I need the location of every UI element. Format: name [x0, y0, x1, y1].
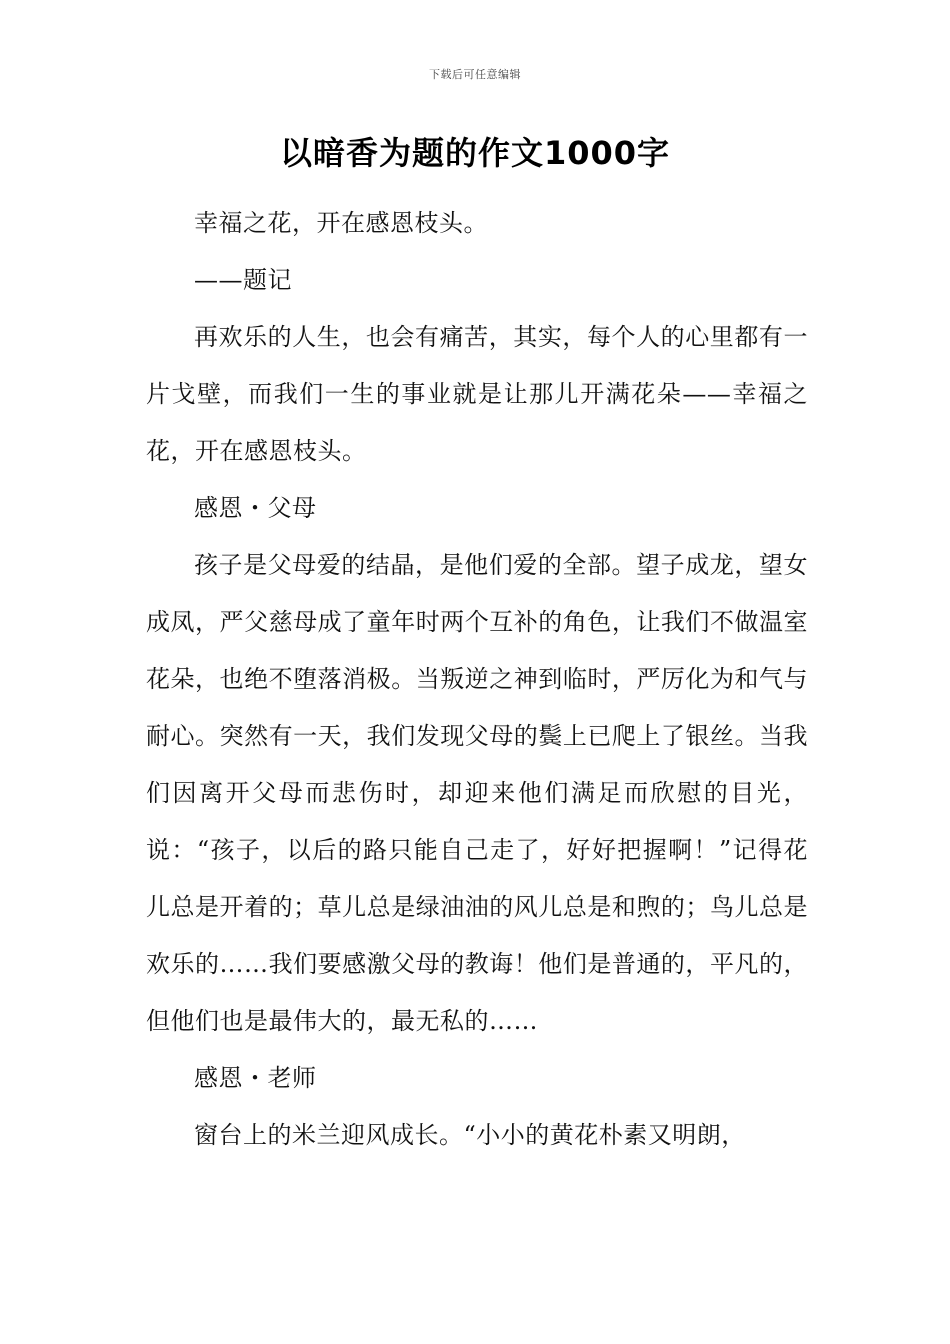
paragraph-intro: 再欢乐的人生，也会有痛苦，其实，每个人的心里都有一片戈壁，而我们一生的事业就是让那儿开满花朵——幸福之花，开在感恩枝头。	[146, 323, 808, 465]
paragraph-teacher: 窗台上的米兰迎风成长。“小小的黄花朴素又明朗，	[194, 1121, 746, 1149]
header-note: 下载后可任意编辑	[429, 68, 521, 81]
paragraph-parents: 孩子是父母爱的结晶，是他们爱的全部。望子成龙，望女成凤，严父慈母成了童年时两个互补的角色，让我们不做温室花朵，也绝不堕落消极。当叛逆之神到临时，严厉化为和气与耐心。突然有一天，我们发现父母的鬓上已爬上了银丝。当我们因离开父母而悲伤时，却迎来他们满足而欣慰的目光，说：“孩子，以后的路只能自己走了，好好把握啊！”记得花儿总是开着的；草儿总是绿油油的风儿总是和煦的；鸟儿总是欢乐的……我们要感激父母的教诲！他们是普通的，平凡的，但他们也是最伟大的，最无私的……	[146, 551, 808, 1035]
paragraph-epigraph-source: ——题记	[194, 266, 292, 294]
document-title: 以暗香为题的作文1000字	[279, 134, 671, 172]
paragraph-epigraph: 幸福之花，开在感恩枝头。	[194, 209, 488, 237]
document-body	[146, 195, 808, 1164]
section-heading-parents: 感恩・父母	[194, 494, 317, 522]
section-heading-teacher: 感恩・老师	[194, 1064, 317, 1092]
